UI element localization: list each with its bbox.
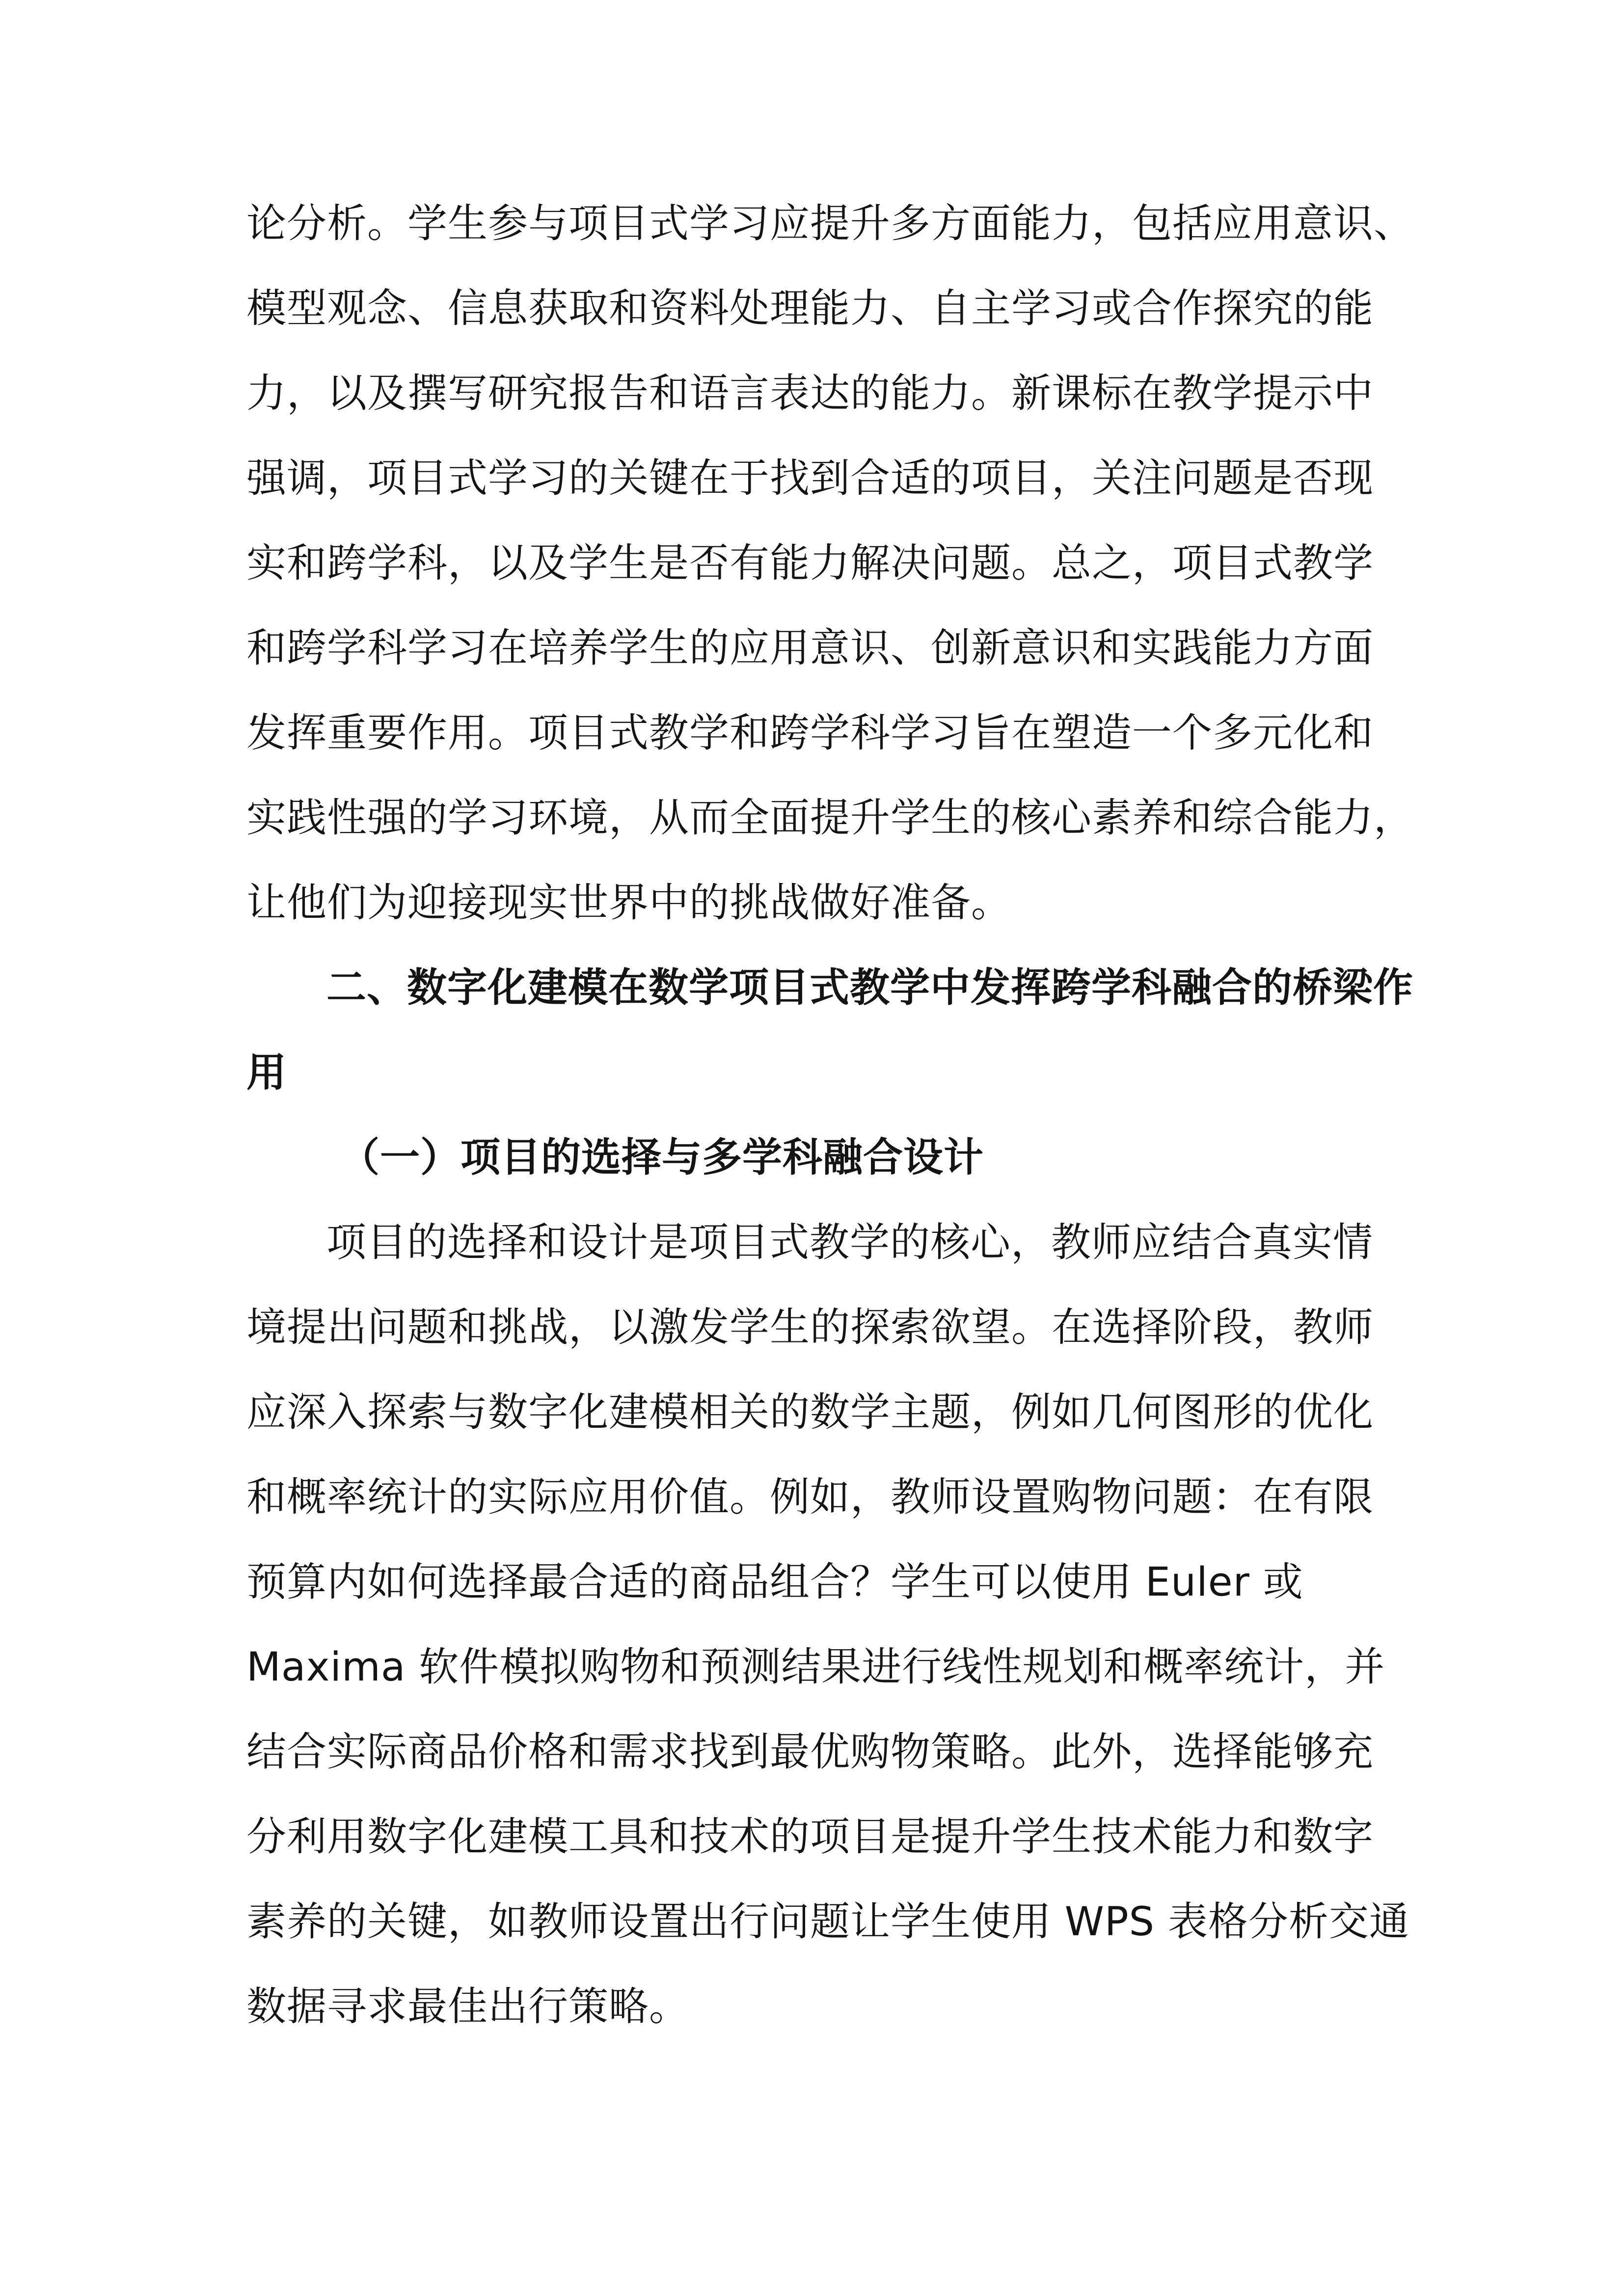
paragraph-2-line-7: 结合实际商品价格和需求找到最优购物策略。此外，选择能够充 [246,1729,1374,1775]
paragraph-2-line-4: 和概率统计的实际应用价值。例如，教师设置购物问题：在有限 [246,1474,1374,1521]
paragraph-1-line-2: 模型观念、信息获取和资料处理能力、自主学习或合作探究的能 [246,286,1374,332]
paragraph-1-line-9: 让他们为迎接现实世界中的挑战做好准备。 [246,880,1012,926]
paragraph-1-line-1: 论分析。学生参与项目式学习应提升多方面能力，包括应用意识、 [246,201,1414,247]
section-heading-line-2: 用 [246,1050,287,1096]
paragraph-2-line-3: 应深入探索与数字化建模相关的数学主题，例如几何图形的优化 [246,1389,1374,1436]
paragraph-2-line-5: 预算内如何选择最合适的商品组合？学生可以使用 Euler 或 [246,1559,1303,1605]
paragraph-2-line-9: 素养的关键，如教师设置出行问题让学生使用 WPS 表格分析交通 [246,1899,1409,1945]
paragraph-2-line-8: 分利用数字化建模工具和技术的项目是提升学生技术能力和数字 [246,1814,1374,1860]
paragraph-1-line-7: 发挥重要作用。项目式教学和跨学科学习旨在塑造一个多元化和 [246,710,1374,756]
subsection-heading: （一）项目的选择与多学科融合设计 [340,1135,984,1181]
paragraph-2-line-2: 境提出问题和挑战，以激发学生的探索欲望。在选择阶段，教师 [246,1305,1374,1351]
paragraph-1-line-6: 和跨学科学习在培养学生的应用意识、创新意识和实践能力方面 [246,625,1374,671]
paragraph-1-line-8: 实践性强的学习环境，从而全面提升学生的核心素养和综合能力， [246,795,1414,841]
paragraph-1-line-5: 实和跨学科，以及学生是否有能力解决问题。总之，项目式教学 [246,540,1374,587]
paragraph-2-line-1: 项目的选择和设计是项目式教学的核心，教师应结合真实情 [326,1220,1374,1266]
paragraph-1-line-4: 强调，项目式学习的关键在于找到合适的项目，关注问题是否现 [246,455,1374,502]
paragraph-1-line-3: 力，以及撰写研究报告和语言表达的能力。新课标在教学提示中 [246,371,1374,417]
paragraph-2-line-6: Maxima 软件模拟购物和预测结果进行线性规划和概率统计，并 [246,1644,1385,1690]
paragraph-2-line-10: 数据寻求最佳出行策略。 [246,1984,690,2030]
section-heading-line-1: 二、数字化建模在数学项目式教学中发挥跨学科融合的桥梁作 [326,965,1414,1011]
